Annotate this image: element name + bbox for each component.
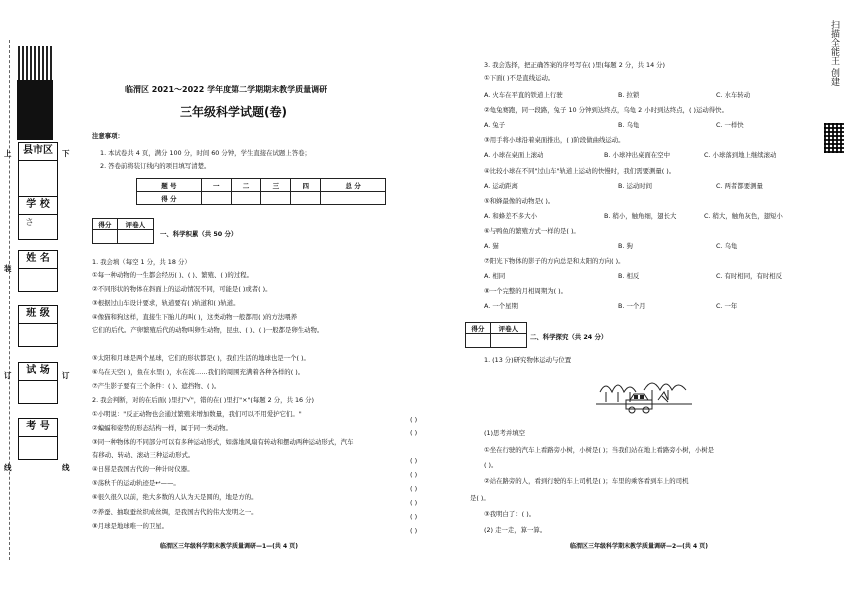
scanner-watermark: 扫描全能王 创建 (829, 20, 839, 86)
answer-paren[interactable]: ( ) (410, 429, 418, 437)
exam-number-label: 考 号 (19, 419, 57, 437)
mc-option[interactable]: B. 相反 (618, 272, 640, 280)
score-cell[interactable] (321, 192, 386, 205)
section2-item: (2) 走一走，算一算。 (484, 526, 547, 534)
mc-option[interactable]: A. 相同 (484, 272, 506, 280)
score-table-header: 三 (261, 179, 291, 192)
mc-question: ⑧一个完整的月相周期为( )。 (484, 287, 568, 295)
score-cell[interactable] (291, 192, 321, 205)
answer-paren[interactable]: ( ) (410, 513, 418, 521)
q2-item: ⑧月球是地球唯一的卫星。 (92, 522, 169, 530)
notes-title: 注意事项： (92, 132, 124, 140)
qr-code-icon (824, 123, 844, 153)
section2-item: 是( )。 (470, 494, 490, 502)
score-table-header: 总 分 (321, 179, 386, 192)
q1-item: ⑤太阳和月球是两个星球，它们的形状都是( )，我们生活的地球也是一个( )。 (92, 354, 310, 362)
footer-left: 临渭区三年级科学期末教学质量调研—1—(共 4 页) (160, 543, 299, 550)
road-illustration (596, 370, 692, 416)
mc-option[interactable]: C. 一样快 (716, 121, 744, 129)
grader-score-label: 得分 (466, 323, 491, 334)
answer-paren[interactable]: ( ) (410, 457, 418, 465)
mc-option[interactable]: C. 两者都要测量 (716, 182, 763, 190)
exam-room-field[interactable] (18, 362, 58, 404)
mc-option[interactable]: B. 拉锁 (618, 91, 640, 99)
score-table-row-label: 得 分 (137, 192, 202, 205)
mc-option[interactable]: C. 水车转动 (716, 91, 751, 99)
mc-option[interactable]: B. 乌龟 (618, 121, 640, 129)
side-char: 线 (62, 463, 70, 472)
q1-item: ⑥鸟在天空( )，鱼在水里( )，水在流……我们的周围充满着各种各样的( )。 (92, 368, 305, 376)
answer-paren[interactable]: ( ) (410, 499, 418, 507)
score-cell[interactable] (231, 192, 261, 205)
mc-question: ⑥与鸭鱼的繁殖方式一样的是( )。 (484, 227, 580, 235)
q3-title: 3. 我会选择，把正确答案的序号写在( )里(每题 2 分，共 14 分) (484, 61, 666, 69)
decorative-bar (17, 80, 53, 140)
q2-item: ⑦养蚕、抽取蚕丝织成丝绸，是我国古代的伟大发明之一。 (92, 508, 258, 516)
mc-option[interactable]: B. 运动时间 (618, 182, 653, 190)
side-char: 订 (62, 371, 70, 380)
answer-paren[interactable]: ( ) (410, 485, 418, 493)
mc-option[interactable]: A. 小球在桌面上滚动 (484, 151, 544, 159)
q2-item: ②蝙蝠和姿势的形态结构一样，属于同一类动物。 (92, 424, 232, 432)
q1-item: 它们的后代。产卵繁殖后代的动物叫卵生动物，昆虫、( )、( )一般都是卵生动物。 (92, 326, 324, 334)
mc-option[interactable]: A. 和蜂差不多大小 (484, 212, 538, 220)
mc-option[interactable]: B. 狗 (618, 242, 633, 250)
section2-item: ①坐在行驶的汽车上看路旁小树，小树是( )；当我们站在地上看路旁小树，小树是 (484, 446, 715, 454)
mc-option[interactable]: A. 猫 (484, 242, 499, 250)
school-field[interactable] (18, 196, 58, 240)
school-label: 学 校 (19, 197, 57, 215)
handwritten-mark: さ (25, 218, 35, 228)
q2-item: ③同一种物体的不同部分可以有多种运动形式，如落地风扇有转动和摆动两种运动形式，汽车 (92, 438, 354, 446)
section2-sub1: (1)思考并填空 (484, 429, 526, 437)
score-cell[interactable] (261, 192, 291, 205)
q1-item: ⑦产生影子要有三个条件：( )、遮挡物、( )。 (92, 382, 221, 390)
score-cell[interactable] (201, 192, 231, 205)
score-table-header: 四 (291, 179, 321, 192)
name-field[interactable] (18, 250, 58, 292)
score-table-header: 题 号 (137, 179, 202, 192)
section2-title: 二、科学探究（共 24 分） (530, 333, 608, 341)
mc-question: ④比较小球在不同"过山车"轨道上运动的快慢时，我们需要测量( )。 (484, 167, 676, 175)
q2-item: 有移动、转动、滚动三种运动形式。 (92, 451, 195, 459)
section2-item: ( )。 (484, 461, 498, 469)
grader-box-1 (92, 218, 154, 244)
q2-title: 2. 我会判断，对的在后面( )里打"√"，错的在( )里打"×"(每题 2 分，共 16 分) (92, 396, 315, 404)
q1-item: ④像猫和狗这样，直接生下胎儿的叫( )，这类动物一般都用( )的方法喂养 (92, 313, 298, 321)
grader-score-cell[interactable] (466, 334, 491, 348)
mc-option[interactable]: A. 运动距离 (484, 182, 518, 190)
decorative-pattern (18, 46, 52, 80)
mc-option[interactable]: C. 有时相同，有时相反 (716, 272, 783, 280)
q2-item: ⑤荡秋千的运动轨迹是↩——。 (92, 479, 180, 487)
mc-option[interactable]: A. 兔子 (484, 121, 506, 129)
q1-item: ③根据过山车设计要求，轨道要有( )轨道和( )轨道。 (92, 299, 240, 307)
side-char: 装 (4, 264, 12, 273)
grader-cell[interactable] (490, 334, 526, 348)
mc-option[interactable]: B. 小球冲出桌面在空中 (604, 151, 670, 159)
score-table-header: 一 (201, 179, 231, 192)
mc-option[interactable]: B. 一个月 (618, 302, 646, 310)
section2-item: ②站在路旁的人，看到行驶的车上司机是( )；车里的乘客看到车上的司机 (484, 477, 689, 485)
mc-option[interactable]: C. 一年 (716, 302, 738, 310)
side-char: 下 (62, 149, 70, 158)
side-char: 上 (4, 149, 12, 158)
side-char: 订 (4, 371, 12, 380)
mc-question: ⑤和蜂最像的动物是( )。 (484, 197, 555, 205)
mc-option[interactable]: C. 稍大，触角灰色，翅短小 (704, 212, 783, 220)
mc-option[interactable]: B. 稍小，触角细，翅长大 (604, 212, 677, 220)
mc-option[interactable]: C. 乌龟 (716, 242, 738, 250)
grader-label: 评卷人 (117, 219, 153, 230)
score-table-header: 二 (231, 179, 261, 192)
section2-item: ③我明白了：( )。 (484, 510, 536, 518)
q1-item: ②不同形状的物体在斜面上的运动情况不同，可能是( )或者( )。 (92, 285, 272, 293)
notes-item: 2. 答卷前将装订线内的项目填写清楚。 (100, 162, 211, 170)
grader-cell[interactable] (117, 230, 153, 244)
q2-item: ④日晷是我国古代的一种计时仪器。 (92, 465, 194, 473)
section1-title: 一、科学积累（共 50 分） (160, 230, 238, 238)
grader-box-2 (465, 322, 527, 348)
class-label: 班 级 (19, 306, 57, 324)
mc-question: ⑦阳光下物体的影子的方向总是和太阳的方向( )。 (484, 257, 625, 265)
score-table (136, 178, 386, 205)
mc-question: ②龟兔赛跑，同一段路，兔子 10 分钟到达终点，乌龟 2 小时到达终点，( )运动得快。 (484, 106, 728, 114)
answer-paren[interactable]: ( ) (410, 416, 418, 424)
name-label: 姓 名 (19, 251, 57, 269)
q1-title: 1. 我会填（每空 1 分，共 18 分） (92, 258, 191, 266)
mc-question: ①下面( )不是直线运动。 (484, 74, 555, 82)
mc-option[interactable]: C. 小球落到地上继续滚动 (704, 151, 777, 159)
school-title: 临渭区 2021～2022 学年度第二学期期末教学质量调研 (125, 85, 328, 94)
q2-item: ⑥很久很久以前，绝大多数的人认为天是圆的，地是方的。 (92, 493, 258, 501)
mc-question: ③用手将小球沿着桌面推出，( )阶段做曲线运动。 (484, 136, 625, 144)
notes-item: 1. 本试卷共 4 页，满分 100 分，时间 60 分钟，学生直接在试题上答卷； (100, 149, 311, 157)
exam-room-label: 试 场 (19, 363, 57, 381)
answer-paren[interactable]: ( ) (410, 527, 418, 535)
q2-item: ①小明说："反正动物也会通过繁殖来增加数量，我们可以不用爱护它们。" (92, 410, 302, 418)
grader-score-cell[interactable] (93, 230, 118, 244)
binding-line (9, 40, 10, 560)
grader-label: 评卷人 (490, 323, 526, 334)
side-char: 线 (4, 463, 12, 472)
q1-item: ①每一种动物的一生都会经历( )、( )、繁殖、( )的过程。 (92, 271, 253, 279)
county-label: 县市区 (19, 143, 57, 161)
mc-option[interactable]: A. 火车在平直的铁道上行驶 (484, 91, 563, 99)
exam-number-field[interactable] (18, 418, 58, 460)
exam-title: 三年级科学试题(卷) (180, 105, 287, 119)
answer-paren[interactable]: ( ) (410, 471, 418, 479)
mc-option[interactable]: A. 一个星期 (484, 302, 518, 310)
class-field[interactable] (18, 305, 58, 347)
grader-score-label: 得分 (93, 219, 118, 230)
section2-q1-title: 1. (13 分)研究物体运动与位置 (484, 356, 572, 364)
footer-right: 临渭区三年级科学期末教学质量调研—2—(共 4 页) (570, 543, 709, 550)
